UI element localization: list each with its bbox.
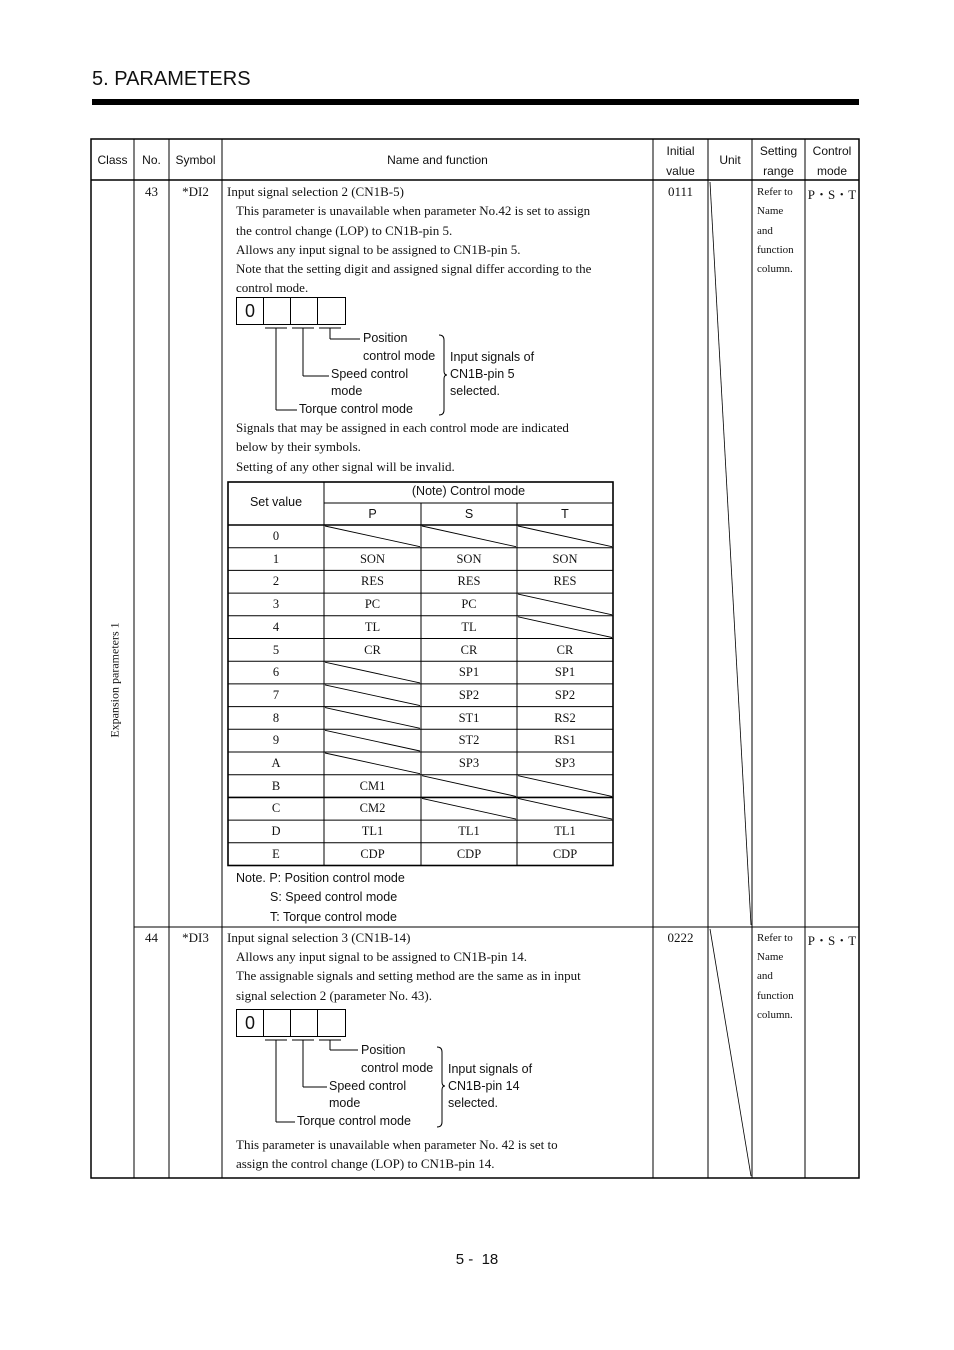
header-symbol: Symbol — [175, 153, 216, 167]
param-desc-line: the control change (LOP) to CN1B-pin 5. — [236, 223, 453, 238]
digit-box-fixed: 0 — [236, 1009, 264, 1037]
signal-cell-p: TL1 — [361, 824, 384, 839]
param-title: Input signal selection 2 (CN1B-5) — [227, 184, 404, 199]
signal-cell-t: CDP — [552, 846, 578, 861]
signal-cell-s: ST1 — [458, 710, 480, 725]
signal-cell-p: RES — [361, 574, 384, 589]
signal-cell-t: RES — [553, 574, 577, 589]
signal-table-header-control-mode: (Note) Control mode — [411, 484, 526, 498]
signal-cell-p: SON — [359, 551, 385, 566]
param-desc-line: This parameter is unavailable when parameter No. 42 is set to — [236, 1137, 558, 1152]
signal-set-value: 4 — [272, 619, 280, 634]
signal-table-header-t: T — [561, 507, 569, 521]
param-desc-line: The assignable signals and setting method are the same as in input — [236, 968, 581, 983]
signal-cell-t: SON — [552, 551, 578, 566]
signal-set-value: 5 — [272, 642, 280, 657]
diagram-torque-label: Torque control mode — [297, 1114, 411, 1128]
param-initial-value: 0222 — [667, 930, 694, 945]
page-title: 5. PARAMETERS — [92, 68, 251, 90]
diagram-brace-label: CN1B-pin 5 — [450, 367, 515, 381]
signal-cell-t: CR — [556, 642, 574, 657]
header-initial-2: value — [666, 164, 695, 178]
param-range-line: Refer to — [757, 932, 793, 944]
signal-cell-s: CR — [460, 642, 478, 657]
param-no: 43 — [145, 184, 158, 199]
signal-set-value: 6 — [272, 665, 280, 680]
param-desc-line: This parameter is unavailable when parameter No.42 is set to assign — [236, 203, 591, 218]
signal-cell-t: TL1 — [554, 824, 576, 839]
note-line: T: Torque control mode — [270, 910, 397, 924]
diagram-position-label: Position — [363, 331, 408, 345]
signal-set-value: 8 — [272, 710, 280, 725]
param-range-line: and — [757, 970, 773, 982]
diagram-torque-label: Torque control mode — [299, 402, 413, 416]
diagram-speed-label: Speed control — [331, 367, 409, 381]
signal-cell-t: SP2 — [554, 687, 576, 702]
signal-set-value: C — [271, 801, 281, 816]
header-control-1: Control — [812, 144, 852, 158]
diagram-position-label: control mode — [361, 1061, 434, 1075]
param-desc-line: below by their symbols. — [236, 439, 361, 454]
diagram-brace-label: CN1B-pin 14 — [448, 1079, 520, 1093]
diagram-speed-label: mode — [329, 1096, 361, 1110]
signal-set-value: D — [271, 824, 281, 839]
param-symbol: *DI3 — [182, 930, 209, 945]
note-line: Note. P: Position control mode — [236, 871, 405, 885]
diagram-speed-label: Speed control — [329, 1079, 407, 1093]
signal-table-header-set-value: Set value — [249, 495, 303, 509]
signal-cell-s: SP1 — [458, 665, 480, 680]
header-initial-1: Initial — [666, 144, 695, 158]
param-desc-line: Signals that may be assigned in each control mode are indicated — [236, 420, 569, 435]
header-no: No. — [142, 153, 161, 167]
signal-set-value: B — [271, 778, 281, 793]
param-desc-line: Allows any input signal to be assigned to CN1B-pin 14. — [236, 949, 528, 964]
signal-cell-s: ST2 — [458, 733, 480, 748]
diagram-speed-label: mode — [331, 384, 363, 398]
signal-table-header-s: S — [464, 507, 474, 521]
param-range-line: column. — [757, 1009, 793, 1021]
header-setting-1: Setting — [759, 144, 798, 158]
signal-cell-p: CM2 — [359, 801, 386, 816]
signal-table-header-p: P — [368, 507, 377, 521]
diagram-position-label: Position — [361, 1043, 406, 1057]
param-range-line: Refer to — [757, 186, 793, 198]
param-desc-line: signal selection 2 (parameter No. 43). — [236, 988, 433, 1003]
header-setting-2: range — [763, 164, 794, 178]
signal-set-value: 1 — [272, 551, 280, 566]
param-desc-line: control mode. — [236, 280, 309, 295]
header-name-function: Name and function — [387, 153, 488, 167]
param-range-line: Name — [757, 205, 784, 217]
signal-set-value: 7 — [272, 687, 280, 702]
signal-cell-s: TL1 — [458, 824, 480, 839]
signal-cell-p: PC — [364, 597, 381, 612]
signal-cell-p: CDP — [360, 846, 385, 861]
param-initial-value: 0111 — [667, 184, 694, 199]
param-desc-line: Allows any input signal to be assigned to CN1B-pin 5. — [236, 242, 521, 257]
param-control-mode: P・S・T — [807, 187, 857, 202]
page-number: 5 - 18 — [455, 1251, 499, 1268]
signal-cell-t: SP1 — [554, 665, 576, 680]
diagram-brace-label: selected. — [450, 384, 501, 398]
signal-set-value: 3 — [272, 597, 280, 612]
note-line: S: Speed control mode — [270, 890, 398, 904]
signal-cell-t: RS2 — [554, 710, 576, 725]
diagram-brace-label: selected. — [448, 1096, 499, 1110]
signal-cell-s: SP3 — [458, 756, 480, 770]
diagram-brace-label: Input signals of — [450, 350, 535, 364]
signal-cell-s: RES — [457, 574, 481, 589]
param-range-line: Name — [757, 951, 784, 963]
signal-cell-s: TL — [461, 619, 477, 634]
param-range-line: function — [757, 990, 794, 1002]
signal-cell-p: CM1 — [359, 778, 386, 793]
param-no: 44 — [145, 930, 158, 945]
param-symbol: *DI2 — [182, 184, 209, 199]
signal-cell-s: SON — [456, 551, 482, 566]
param-range-line: and — [757, 225, 773, 237]
signal-cell-p: TL — [364, 619, 381, 634]
param-range-line: function — [757, 244, 794, 256]
class-label: Expansion parameters 1 — [107, 622, 122, 738]
header-class: Class — [97, 153, 128, 167]
signal-set-value: 2 — [272, 574, 280, 589]
signal-cell-p: CR — [364, 642, 381, 657]
param-desc-line: Setting of any other signal will be invalid. — [236, 459, 455, 474]
signal-cell-s: PC — [461, 597, 477, 612]
param-range-line: column. — [757, 263, 793, 275]
signal-cell-s: CDP — [456, 846, 482, 861]
signal-set-value: E — [272, 846, 280, 861]
signal-set-value: 9 — [272, 733, 280, 748]
signal-cell-s: SP2 — [458, 687, 480, 702]
param-control-mode: P・S・T — [807, 933, 857, 948]
diagram-position-label: control mode — [363, 349, 436, 363]
digit-box-fixed: 0 — [236, 297, 264, 325]
diagram-brace-label: Input signals of — [448, 1062, 533, 1076]
header-unit: Unit — [719, 153, 741, 167]
signal-set-value: 0 — [272, 529, 280, 543]
signal-cell-t: RS1 — [554, 733, 576, 748]
param-desc-line: Note that the setting digit and assigned signal differ according to the — [236, 261, 592, 276]
param-title: Input signal selection 3 (CN1B-14) — [227, 930, 411, 945]
param-desc-line: assign the control change (LOP) to CN1B-pin 14. — [236, 1156, 495, 1171]
signal-set-value: A — [271, 756, 281, 770]
header-control-2: mode — [816, 164, 848, 178]
signal-cell-t: SP3 — [554, 756, 576, 770]
